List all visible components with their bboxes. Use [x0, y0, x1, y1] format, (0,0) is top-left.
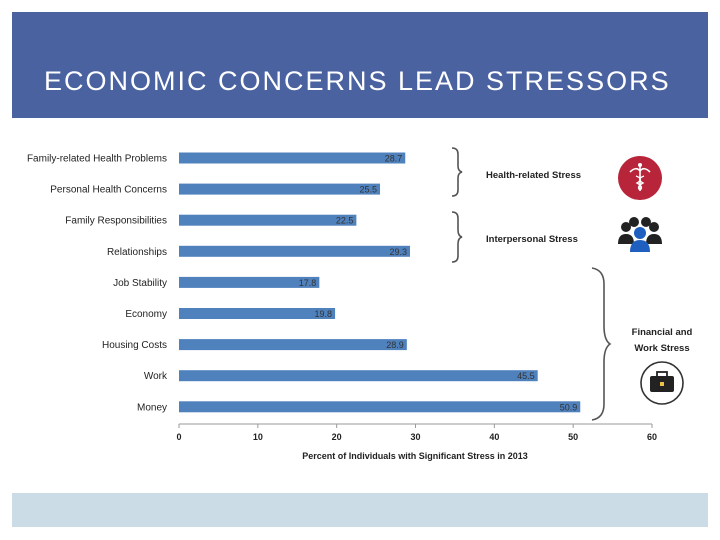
bar-family-related-health-problems	[179, 153, 405, 164]
y-tick-label: Job Stability	[113, 277, 167, 289]
y-tick-label: Family-related Health Problems	[26, 153, 167, 165]
annotation-financial-label-1: Financial and	[631, 327, 693, 338]
brace-interpersonal	[452, 212, 462, 262]
bar-money	[179, 401, 580, 412]
annotation-interpersonal-label: Interpersonal Stress	[486, 234, 578, 245]
x-tick-label: 30	[410, 432, 421, 442]
data-label: 22.5	[335, 215, 354, 226]
data-label: 45.5	[517, 371, 535, 382]
bar-housing-costs	[179, 339, 407, 350]
y-tick-label: Personal Health Concerns	[50, 184, 167, 196]
y-tick-label: Relationships	[106, 246, 167, 258]
briefcase-icon	[641, 362, 683, 404]
x-tick-label: 0	[176, 432, 182, 442]
x-axis-title: Percent of Individuals with Significant Stress in 2013	[302, 451, 528, 461]
annotation-health-label: Health-related Stress	[486, 170, 582, 181]
annotation-financial-label-2: Work Stress	[634, 343, 690, 354]
data-label: 25.5	[359, 184, 378, 195]
title-bar	[12, 12, 708, 118]
x-tick-label: 60	[646, 432, 658, 442]
stress-bar-chart	[12, 118, 708, 493]
x-tick-label: 40	[489, 432, 500, 442]
data-label: 28.7	[384, 153, 403, 164]
data-label: 19.8	[314, 309, 333, 319]
y-tick-label: Economy	[125, 309, 167, 320]
bar-personal-health-concerns	[179, 184, 380, 195]
y-tick-label: Family Responsibilities	[65, 215, 167, 227]
brace-health	[452, 148, 462, 196]
x-tick-label: 50	[568, 432, 579, 442]
chart-panel	[12, 118, 708, 493]
bar-work	[179, 370, 538, 381]
y-tick-label: Money	[136, 402, 167, 414]
data-label: 29.3	[389, 246, 407, 257]
y-tick-label: Housing Costs	[101, 340, 167, 352]
data-label: 50.9	[559, 402, 578, 413]
x-tick-label: 20	[331, 432, 342, 442]
bar-economy	[179, 308, 335, 319]
data-label: 28.9	[386, 340, 404, 351]
people-group-icon	[618, 217, 662, 252]
brace-financial	[592, 268, 610, 420]
bar-family-responsibilities	[179, 215, 356, 226]
slide-title: ECONOMIC CONCERNS LEAD STRESSORS	[44, 66, 671, 96]
y-tick-label: Work	[143, 371, 167, 383]
footer-band	[12, 493, 708, 527]
data-label: 17.8	[298, 277, 317, 288]
bar-relationships	[179, 246, 410, 257]
x-tick-label: 10	[252, 432, 263, 442]
caduceus-icon	[618, 156, 662, 200]
